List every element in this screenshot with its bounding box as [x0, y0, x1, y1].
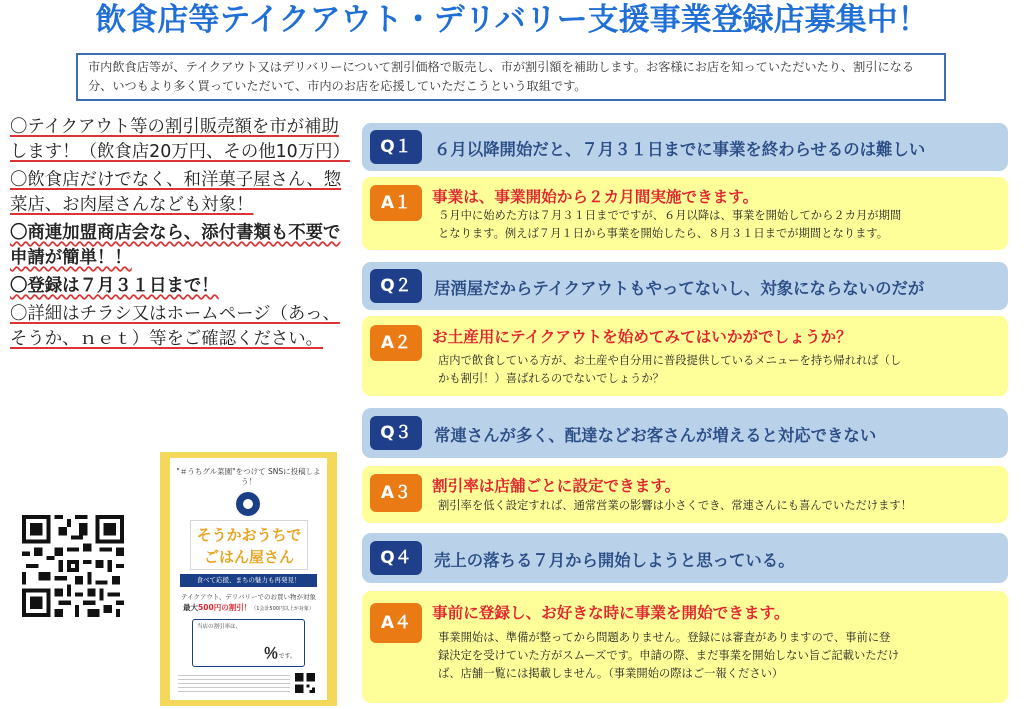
answer-body [438, 629, 899, 683]
flyer-line2 [170, 603, 327, 614]
question-badge: Q２ [370, 269, 422, 303]
flyer-line2-prefix: 最大 [183, 603, 199, 612]
qr-code [22, 515, 124, 617]
flyer-box-unit: ％ [263, 644, 279, 662]
flyer-line2-suffix: （1会計500円以上が対象） [251, 606, 314, 612]
answer-line: ば、店舗一覧には掲載しません。（事業開始の際はご一報ください） [438, 667, 784, 680]
answer-line: となります。例えば７月１日から事業を開始したら、８月３１日までが期間となります。 [438, 227, 889, 240]
question-badge: Q４ [370, 541, 422, 575]
question-text: 常連さんが多く、配達などお客さんが増えると対応できない [434, 426, 877, 445]
answer-1 [362, 177, 1008, 250]
answer-badge: A２ [370, 325, 422, 361]
question-1 [362, 123, 1008, 171]
flyer-name-line2: ごはん屋さん [203, 548, 294, 566]
answer-body [438, 207, 901, 243]
question-text: ６月以降開始だと、７月３１日までに事業を終わらせるのは難しい [434, 140, 926, 159]
answer-badge: A４ [370, 603, 422, 643]
page-title: 飲食店等テイクアウト・デリバリー支援事業登録店募集中！ [95, 2, 929, 38]
answer-heading: 割引率は店舗ごとに設定できます。 [432, 477, 681, 495]
flyer-hashtag: "＃うちグル菜園"をつけて SNSに投稿しよう！ [176, 467, 321, 486]
flyer-box-suffix: です。 [278, 653, 296, 660]
answer-badge: A３ [370, 474, 422, 512]
answer-line: ５月中に始めた方は７月３１日までですが、６月以降は、事業を開始してから２カ月が期間 [438, 209, 902, 222]
question-badge: Q３ [370, 416, 422, 450]
answer-line: 割引率を低く設定すれば、通常営業の影響は小さくでき、常連さんにも喜んでいただけます！ [438, 499, 913, 512]
note-subsidy: 〇テイクアウト等の割引販売額を市が補助します！（飲食店20万円、その他10万円） [10, 117, 350, 162]
flyer-name-line1: そうかおうちで [196, 526, 302, 544]
flyer-line2-amount: 500円の割引！ [198, 603, 252, 612]
note-deadline: 〇登録は７月３１日まで！ [10, 276, 219, 296]
flyer-box-percent [263, 642, 296, 663]
answer-badge: A１ [370, 185, 422, 221]
answer-body [438, 352, 901, 388]
left-notes [10, 115, 350, 352]
flyer-image [160, 452, 337, 706]
answer-2 [362, 316, 1008, 396]
flyer-sheet [170, 458, 327, 700]
answer-line: 店内で飲食している方が、お土産や自分用に普段提供しているメニューを持ち帰れれば（し [438, 354, 902, 367]
question-2 [362, 262, 1008, 310]
intro-box: 市内飲食店等が、テイクアウト又はデリバリーについて割引価格で販売し、市が割引額を補助します。お客様にお店を知っていただいたり、割引になる分、いつもより多く買っていただいて、市内のお店を応援していただこうという取組です。 [76, 53, 946, 101]
question-text: 居酒屋だからテイクアウトもやってないし、対象にならないのだが [434, 279, 925, 298]
flyer-fine-print [178, 672, 290, 694]
note-details: 〇詳細はチラシ又はホームページ（あっ、そうか、ｎｅｔ）等をご確認ください。 [10, 304, 340, 349]
flyer-box-label: 当店の割引率は、 [197, 624, 242, 630]
answer-line: 事業開始は、準備が整ってから問題ありません。登録には審査がありますので、事前に登 [438, 631, 891, 644]
answer-line: かも割引！）喜ばれるのでないでしょうか？ [438, 372, 664, 385]
plate-icon [236, 492, 260, 516]
answer-heading: 事前に登録し、お好きな時に事業を開始できます。 [432, 604, 790, 622]
note-shopping-association: 〇商連加盟商店会なら、添付書類も不要で申請が簡単！！ [10, 223, 341, 268]
question-3 [362, 408, 1008, 458]
question-text: 売上の落ちる７月から開始しようと思っている。 [434, 551, 795, 570]
question-4 [362, 533, 1008, 583]
answer-heading: お土産用にテイクアウトを始めてみてはいかがでしょうか？ [432, 328, 852, 346]
flyer-band: 食べて応援、まちの魅力も再発見！ [180, 574, 317, 587]
flyer-discount-box [192, 619, 305, 667]
flyer-name [190, 520, 308, 570]
note-eligible-shops: 〇飲食店だけでなく、和洋菓子屋さん、惣菜店、お肉屋さんなども対象！ [10, 170, 342, 215]
flyer-line1: テイクアウト、デリバリーでのお買い物が対象 [180, 593, 317, 601]
answer-line: 録決定を受けていた方がスムーズです。申請の際、まだ事業を開始しない旨ご記載いただけ [438, 649, 900, 662]
flyer-qr-code [295, 673, 315, 693]
answer-body [438, 497, 912, 515]
answer-3 [362, 466, 1008, 523]
answer-heading: 事業は、事業開始から２カ月間実施できます。 [432, 188, 759, 206]
answer-4 [362, 591, 1008, 703]
question-badge: Q１ [370, 130, 422, 164]
